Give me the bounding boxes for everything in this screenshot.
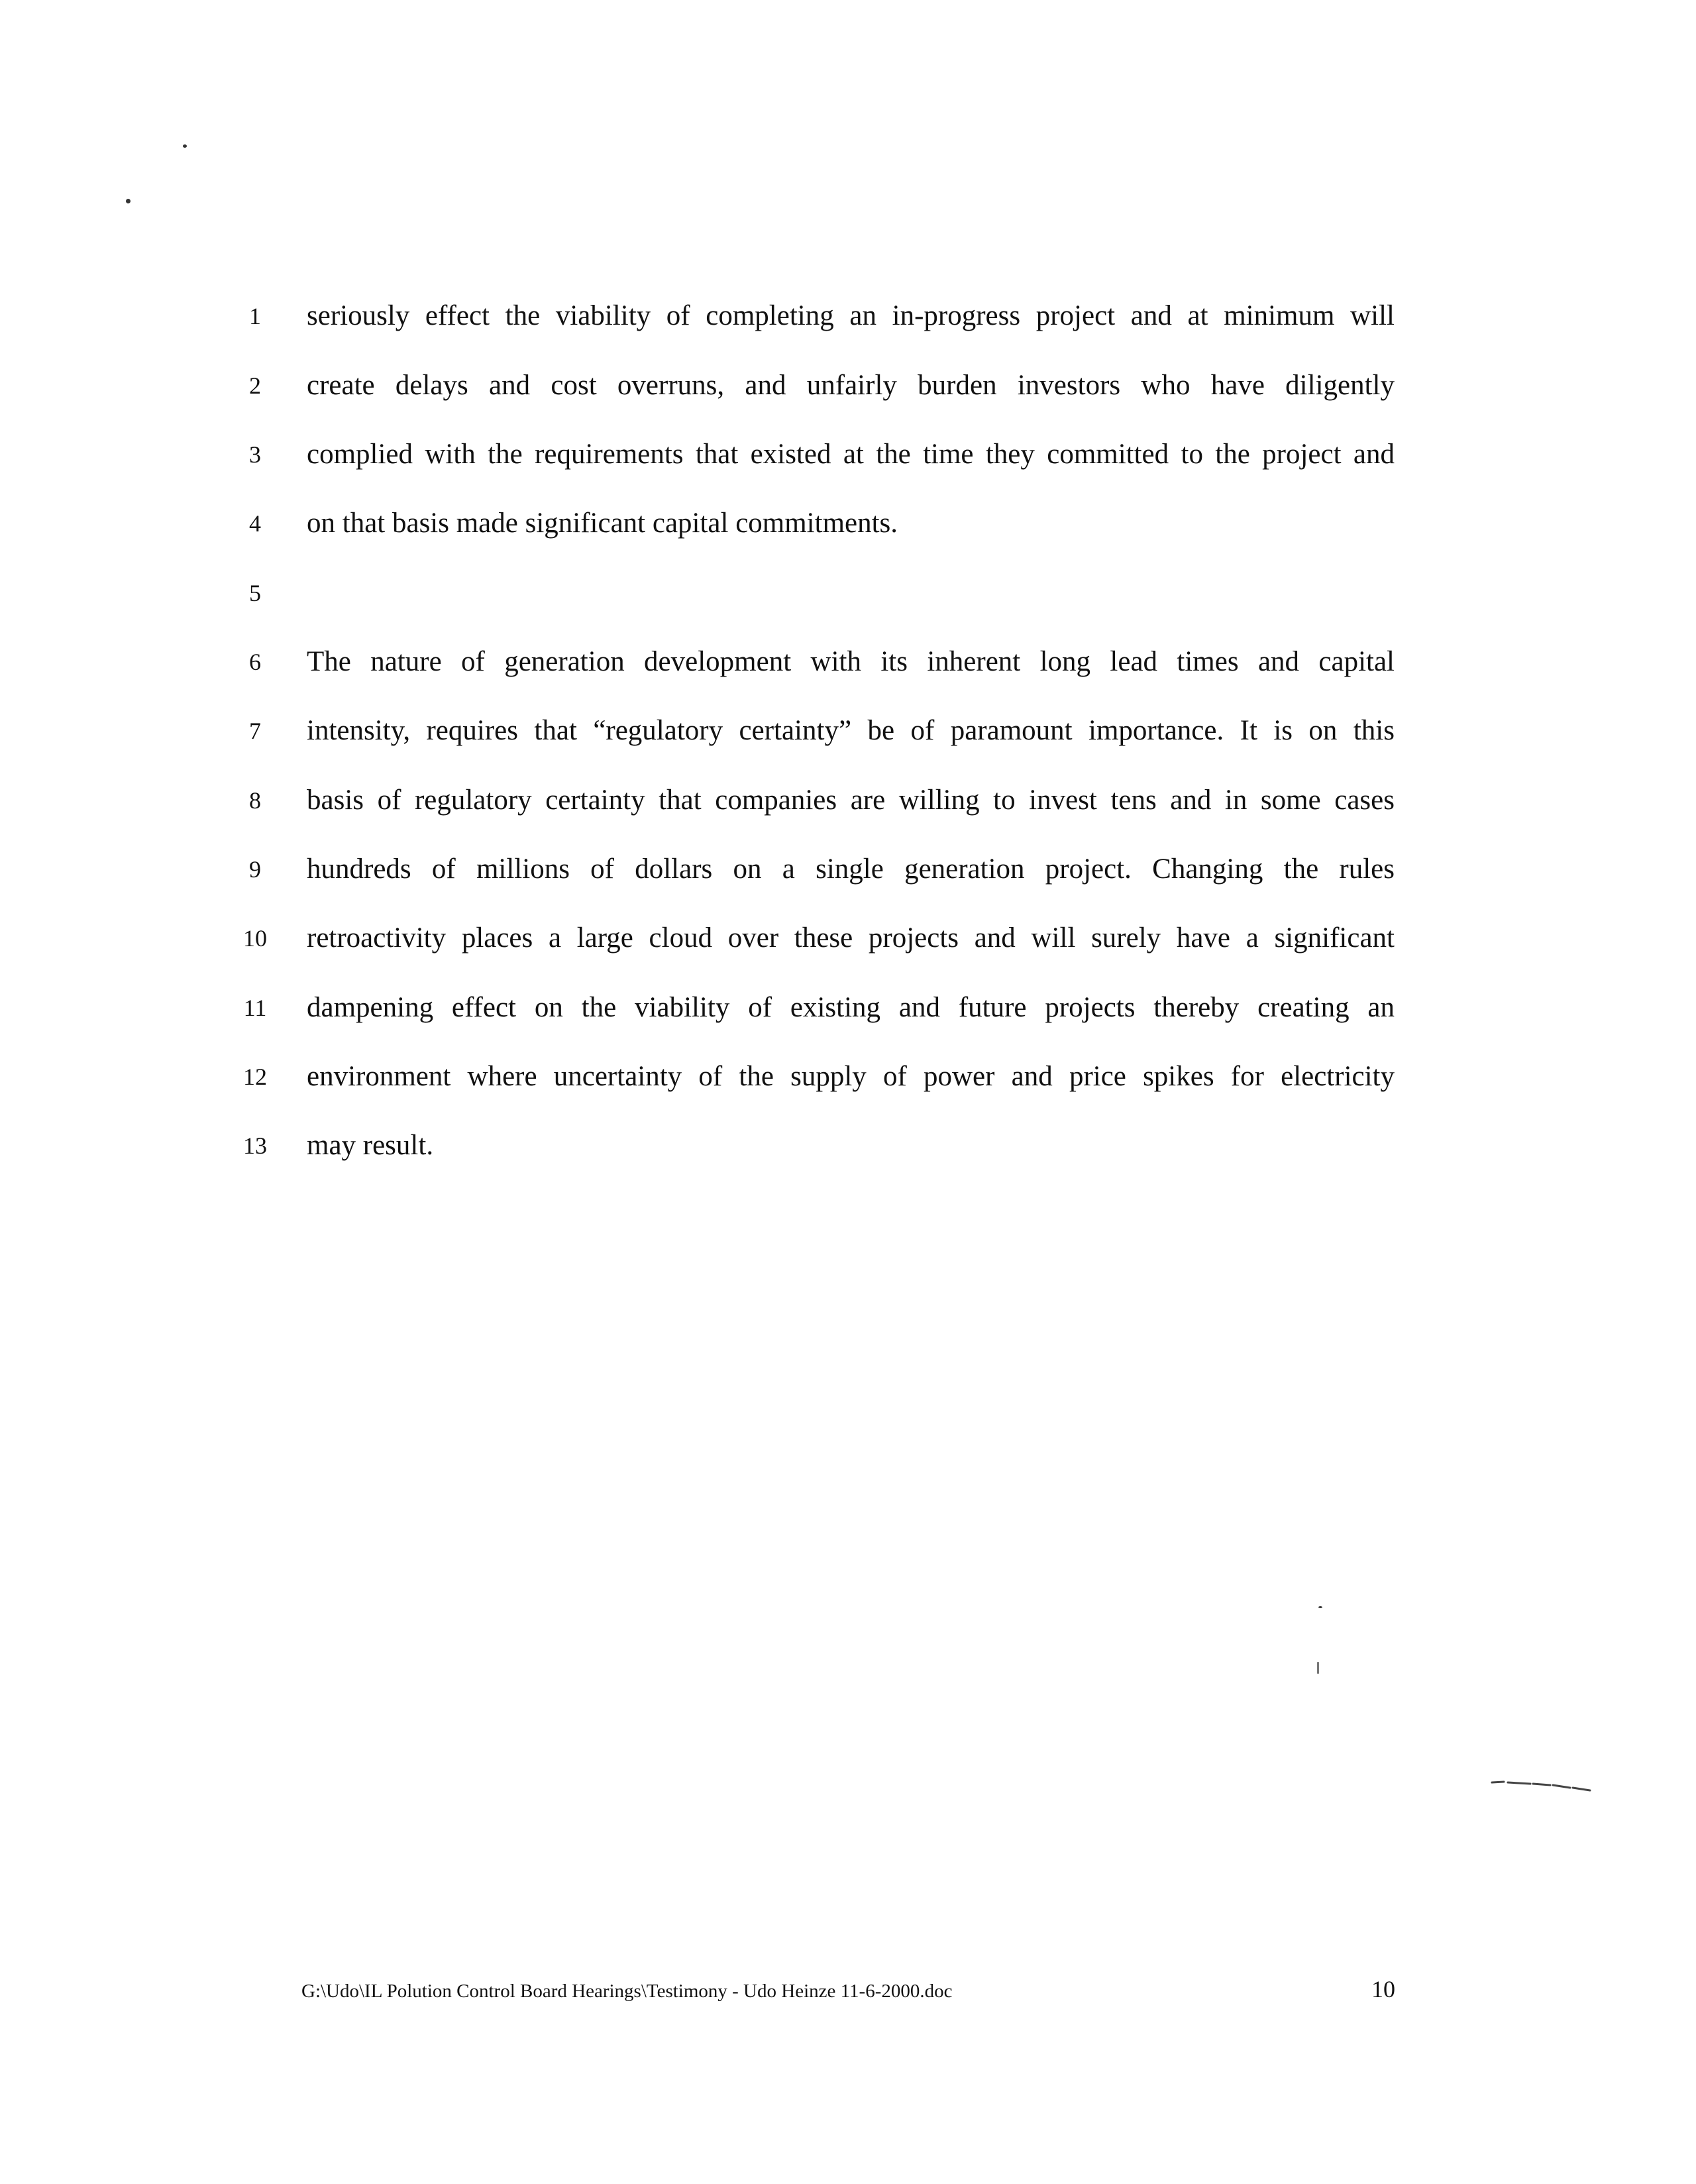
text-line xyxy=(0,918,1696,958)
text-line xyxy=(0,504,1696,543)
text-line xyxy=(0,849,1696,889)
line-text: complied with the requirements that existed at the time they committed to the project and xyxy=(307,439,1395,470)
text-line xyxy=(0,573,1696,613)
line-number: 13 xyxy=(243,1132,267,1159)
line-text: may result. xyxy=(307,1130,434,1161)
text-line xyxy=(0,366,1696,406)
text-line xyxy=(0,711,1696,751)
line-number: 4 xyxy=(249,510,261,537)
text-line xyxy=(0,1126,1696,1166)
line-number: 9 xyxy=(249,856,261,883)
line-text: retroactivity places a large cloud over these projects and will surely have a significant xyxy=(307,922,1395,954)
scan-speck xyxy=(1318,1606,1322,1608)
text-line xyxy=(0,642,1696,682)
line-text: dampening effect on the viability of existing and future projects thereby creating an xyxy=(307,992,1395,1023)
line-number: 11 xyxy=(243,995,267,1021)
line-number: 1 xyxy=(249,303,261,329)
scan-speck xyxy=(183,144,187,148)
text-line xyxy=(0,435,1696,474)
line-number: 6 xyxy=(249,649,261,675)
line-number: 10 xyxy=(243,925,267,952)
line-number: 2 xyxy=(249,372,261,399)
line-number: 7 xyxy=(249,718,261,744)
line-text: intensity, requires that “regulatory certainty” be of paramount importance. It is on this xyxy=(307,715,1395,746)
scan-smudge xyxy=(1491,1776,1597,1796)
line-number: 5 xyxy=(249,580,261,606)
line-number: 3 xyxy=(249,441,261,468)
line-text: The nature of generation development with its inherent long lead times and capital xyxy=(307,646,1395,677)
line-text: environment where uncertainty of the supply of power and price spikes for electricity xyxy=(307,1061,1395,1092)
scan-speck xyxy=(1317,1662,1319,1674)
line-text: on that basis made significant capital commitments. xyxy=(307,508,898,539)
scan-speck xyxy=(126,199,131,203)
line-text: seriously effect the viability of completing an in-progress project and at minimum will xyxy=(307,300,1395,331)
text-line xyxy=(0,781,1696,820)
text-line xyxy=(0,1057,1696,1097)
footer-file-path: G:\Udo\IL Polution Control Board Hearings\Testimony - Udo Heinze 11-6-2000.doc xyxy=(301,1981,953,2002)
page-number: 10 xyxy=(1371,1976,1395,2002)
line-number: 8 xyxy=(249,787,261,814)
text-line xyxy=(0,296,1696,336)
line-text: create delays and cost overruns, and unfairly burden investors who have diligently xyxy=(307,370,1395,401)
text-line xyxy=(0,988,1696,1028)
line-number: 12 xyxy=(243,1064,267,1090)
line-text: basis of regulatory certainty that companies are willing to invest tens and in some cases xyxy=(307,785,1395,816)
line-text: hundreds of millions of dollars on a single generation project. Changing the rules xyxy=(307,853,1395,885)
